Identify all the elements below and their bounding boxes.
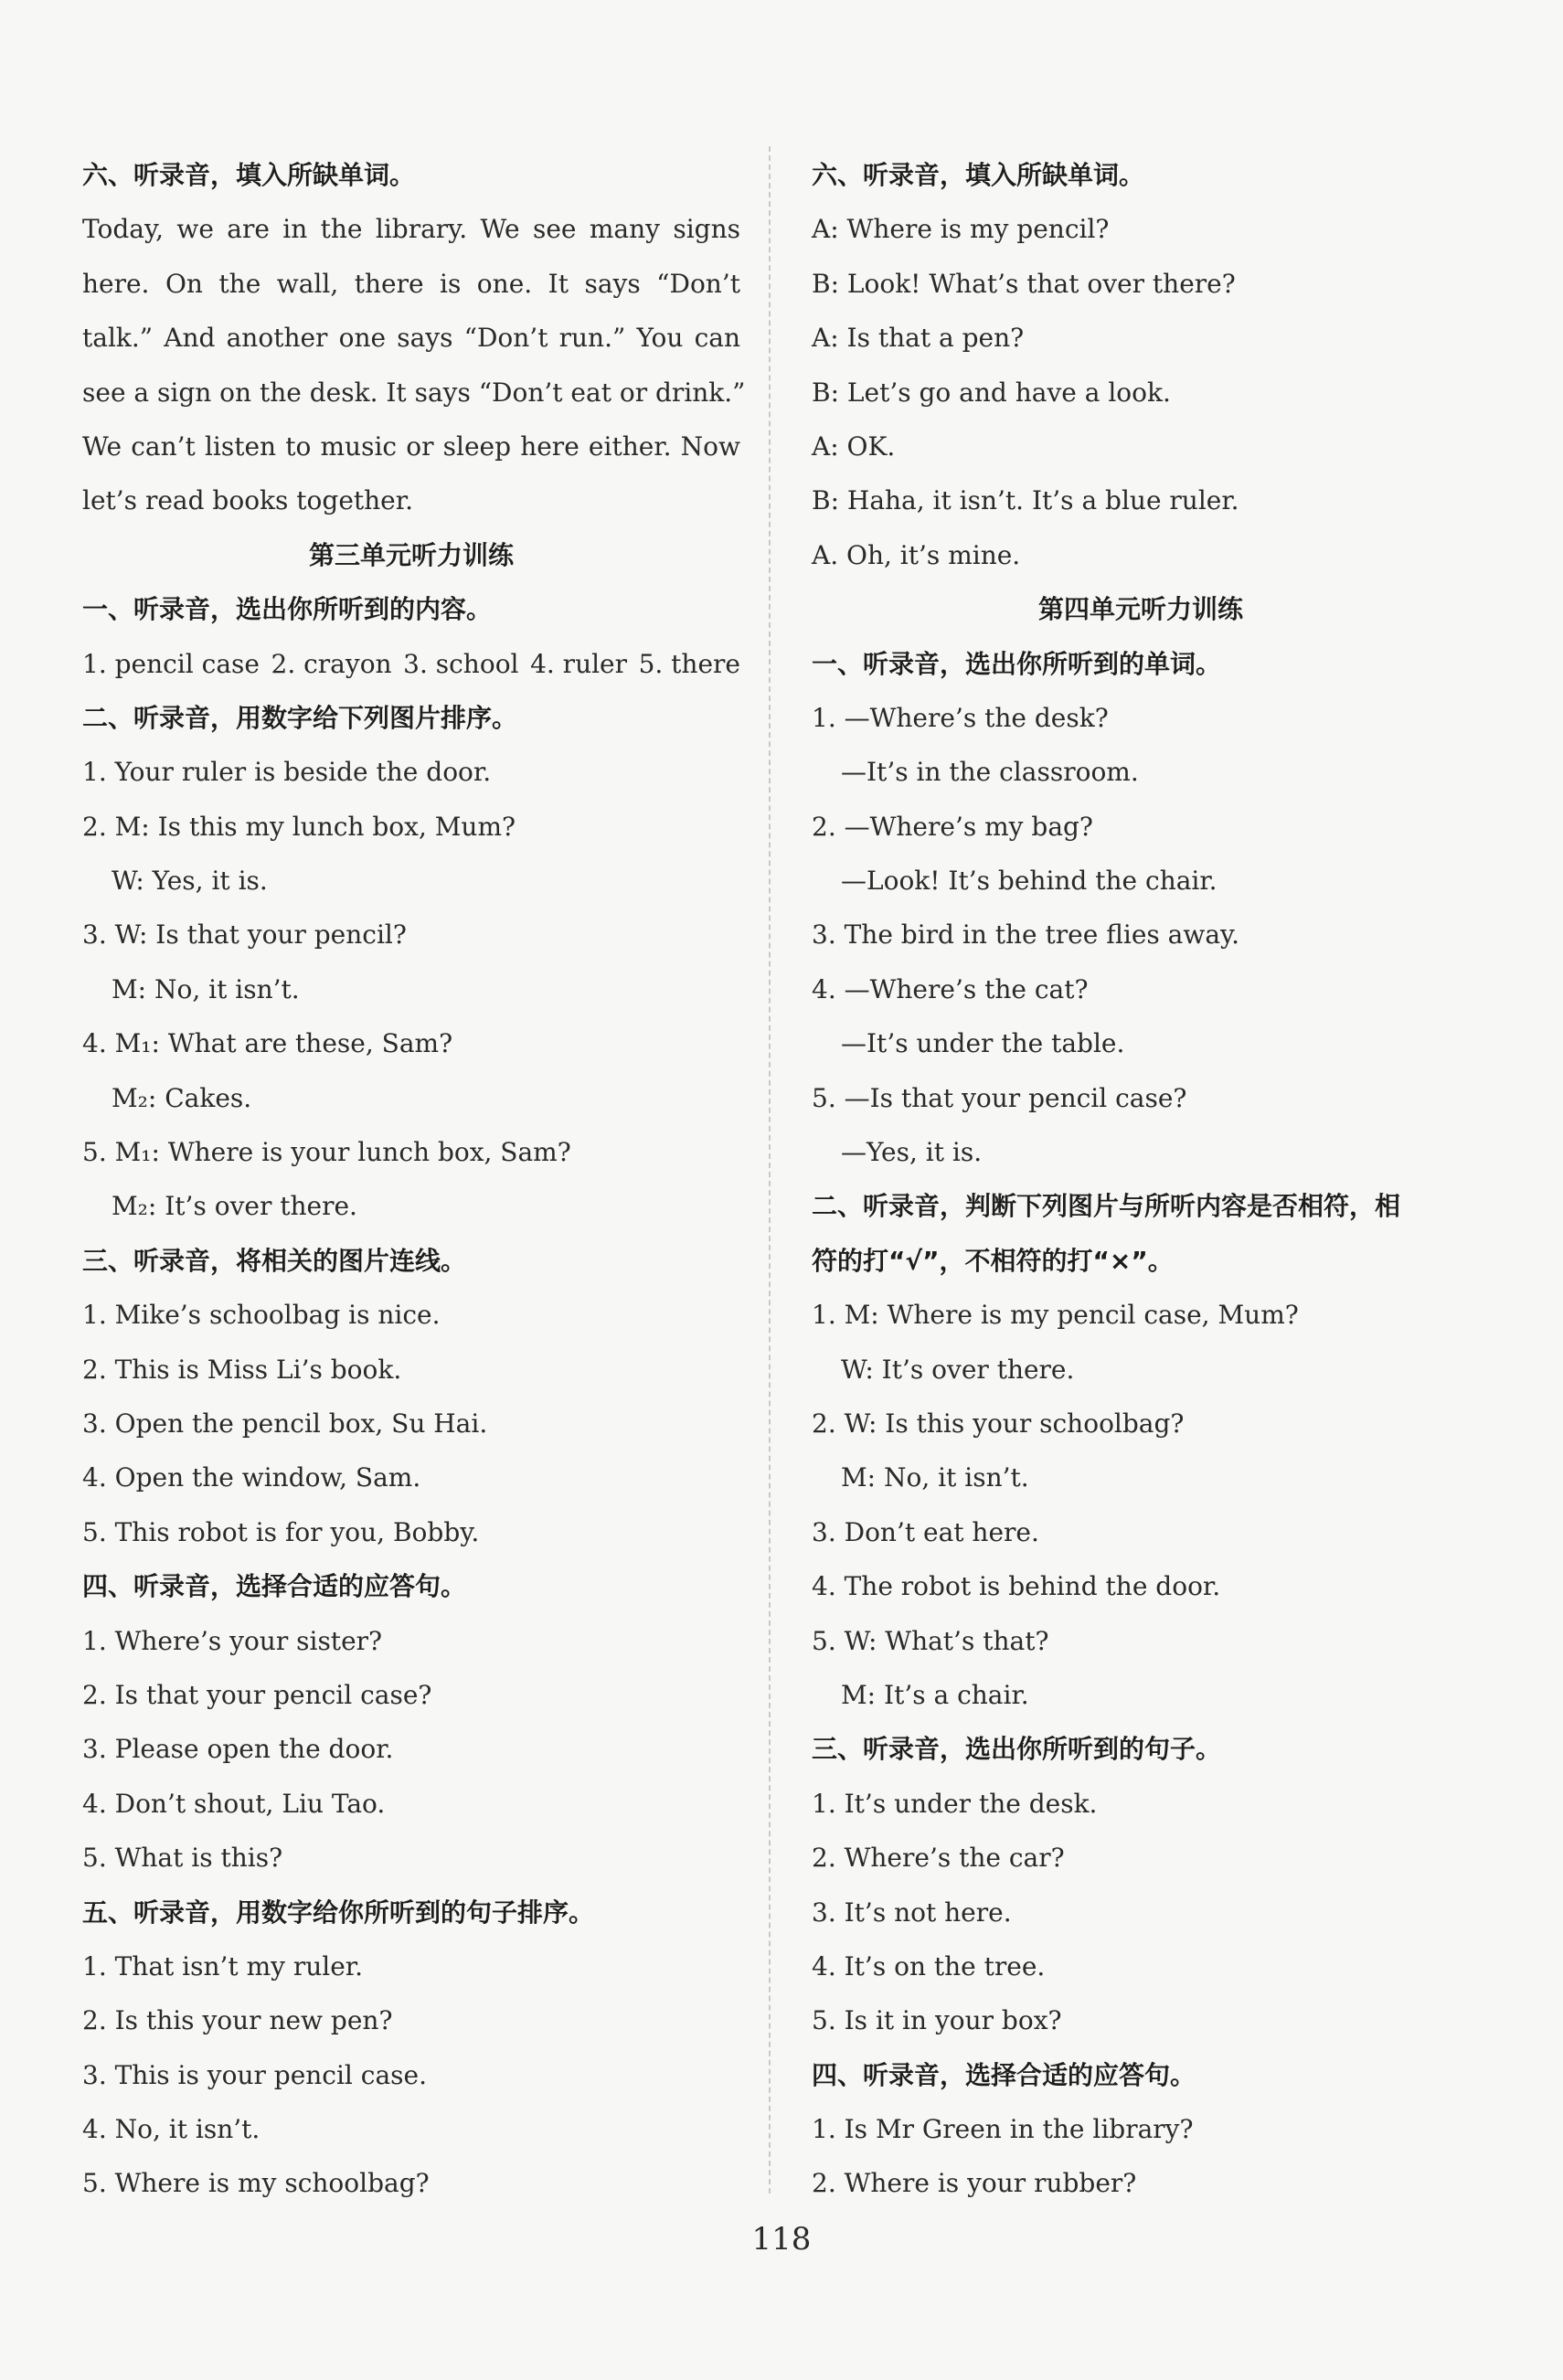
- script-line: 1. —Where’s the desk?: [812, 702, 1109, 733]
- left-column: [82, 148, 746, 2211]
- script-line: 3. Don’t eat here.: [812, 1516, 1039, 1547]
- script-line: M₂: Cakes.: [112, 1082, 252, 1113]
- dialogue-line: A. Oh, it’s mine.: [812, 539, 1021, 570]
- script-line: 5. W: What’s that?: [812, 1625, 1049, 1656]
- script-line: 4. Open the window, Sam.: [82, 1462, 421, 1493]
- passage-line: talk.” And another one says “Don’t run.” You can: [82, 323, 740, 354]
- script-line: 4. No, it isn’t.: [82, 2114, 260, 2145]
- word-item: 3. school: [403, 648, 519, 679]
- script-line: M₂: It’s over there.: [112, 1191, 357, 1222]
- section-heading: 五、听录音，用数字给你所听到的句子排序。: [82, 1897, 595, 1928]
- script-line: 2. M: Is this my lunch box, Mum?: [82, 811, 516, 842]
- script-line: 3. This is your pencil case.: [82, 2059, 428, 2090]
- script-line: W: It’s over there.: [841, 1354, 1075, 1385]
- word-item: 4. ruler: [530, 648, 628, 679]
- passage-line: let’s read books together.: [82, 485, 413, 516]
- dialogue-line: B: Let’s go and have a look.: [812, 377, 1171, 408]
- script-line: 3. W: Is that your pencil?: [82, 919, 407, 951]
- script-line: 5. M₁: Where is your lunch box, Sam?: [82, 1137, 571, 1168]
- section-heading: 六、听录音，填入所缺单词。: [812, 160, 1145, 190]
- passage-line: We can’t listen to music or sleep here either. Now: [82, 430, 740, 462]
- script-line: 1. Is Mr Green in the library?: [812, 2114, 1194, 2145]
- section-heading: 四、听录音，选择合适的应答句。: [82, 1571, 467, 1602]
- script-line: 1. That isn’t my ruler.: [82, 1950, 364, 1982]
- column-divider: [769, 146, 771, 2194]
- script-line: —Yes, it is.: [841, 1137, 983, 1168]
- page-number: 118: [751, 2221, 812, 2258]
- script-line: 4. —Where’s the cat?: [812, 973, 1089, 1004]
- script-line: 4. It’s on the tree.: [812, 1950, 1046, 1982]
- word-item: 1. pencil case: [82, 648, 260, 679]
- dialogue-line: A: OK.: [812, 430, 896, 462]
- passage-line: here. On the wall, there is one. It says “Don’t: [82, 268, 740, 299]
- script-line: 3. The bird in the tree flies away.: [812, 919, 1240, 951]
- script-line: 1. Where’s your sister?: [82, 1625, 383, 1656]
- script-line: 2. Is this your new pen?: [82, 2005, 393, 2036]
- script-line: 2. —Where’s my bag?: [812, 811, 1093, 842]
- script-line: 3. Please open the door.: [82, 1734, 394, 1765]
- script-line: M: No, it isn’t.: [112, 973, 300, 1004]
- script-line: 1. It’s under the desk.: [812, 1788, 1098, 1819]
- word-item: 5. there: [638, 648, 740, 679]
- script-line: 2. Where’s the car?: [812, 1843, 1065, 1874]
- section-heading: 六、听录音，填入所缺单词。: [82, 160, 416, 190]
- word-list: [82, 637, 740, 691]
- section-heading: 一、听录音，选出你所听到的单词。: [812, 648, 1222, 679]
- script-line: 1. M: Where is my pencil case, Mum?: [812, 1300, 1299, 1331]
- unit-title: 第四单元听力训练: [1037, 594, 1243, 625]
- script-line: 5. What is this?: [82, 1843, 283, 1874]
- dialogue-line: B: Haha, it isn’t. It’s a blue ruler.: [812, 485, 1239, 516]
- script-line: 5. —Is that your pencil case?: [812, 1082, 1187, 1113]
- script-line: —Look! It’s behind the chair.: [841, 866, 1217, 897]
- section-heading: 三、听录音，将相关的图片连线。: [82, 1245, 467, 1276]
- script-line: 2. Is that your pencil case?: [82, 1679, 432, 1710]
- section-heading: 四、听录音，选择合适的应答句。: [812, 2059, 1196, 2090]
- unit-title: 第三单元听力训练: [308, 539, 514, 570]
- script-line: 5. This robot is for you, Bobby.: [82, 1516, 480, 1547]
- script-line: 5. Is it in your box?: [812, 2005, 1062, 2036]
- script-line: 1. Your ruler is beside the door.: [82, 757, 492, 788]
- script-line: —It’s in the classroom.: [841, 757, 1139, 788]
- script-line: M: No, it isn’t.: [841, 1462, 1029, 1493]
- section-heading: 二、听录音，用数字给下列图片排序。: [82, 702, 518, 733]
- section-heading: 一、听录音，选出你所听到的内容。: [82, 594, 493, 625]
- right-column: [812, 148, 1470, 2211]
- section-heading: 二、听录音，判断下列图片与所听内容是否相符，相: [812, 1191, 1401, 1222]
- script-line: 2. This is Miss Li’s book.: [82, 1354, 402, 1385]
- dialogue-line: A: Is that a pen?: [812, 323, 1025, 354]
- script-line: 5. Where is my schoolbag?: [82, 2168, 430, 2199]
- script-line: 2. Where is your rubber?: [812, 2168, 1137, 2199]
- script-line: 4. The robot is behind the door.: [812, 1571, 1221, 1602]
- script-line: 3. It’s not here.: [812, 1897, 1012, 1928]
- script-line: 4. Don’t shout, Liu Tao.: [82, 1788, 386, 1819]
- script-line: 3. Open the pencil box, Su Hai.: [82, 1408, 488, 1439]
- passage-line: see a sign on the desk. It says “Don’t eat or drink.”: [82, 377, 746, 408]
- script-line: 1. Mike’s schoolbag is nice.: [82, 1300, 441, 1331]
- section-heading: 符的打“√”，不相符的打“×”。: [812, 1245, 1174, 1276]
- script-line: —It’s under the table.: [841, 1028, 1125, 1059]
- dialogue-line: A: Where is my pencil?: [812, 214, 1110, 245]
- script-line: 4. M₁: What are these, Sam?: [82, 1028, 453, 1059]
- script-line: M: It’s a chair.: [841, 1679, 1029, 1710]
- script-line: W: Yes, it is.: [112, 866, 268, 897]
- passage-line: Today, we are in the library. We see many signs: [82, 214, 740, 245]
- word-item: 2. crayon: [271, 648, 392, 679]
- section-heading: 三、听录音，选出你所听到的句子。: [812, 1734, 1222, 1765]
- script-line: 2. W: Is this your schoolbag?: [812, 1408, 1185, 1439]
- dialogue-line: B: Look! What’s that over there?: [812, 268, 1236, 299]
